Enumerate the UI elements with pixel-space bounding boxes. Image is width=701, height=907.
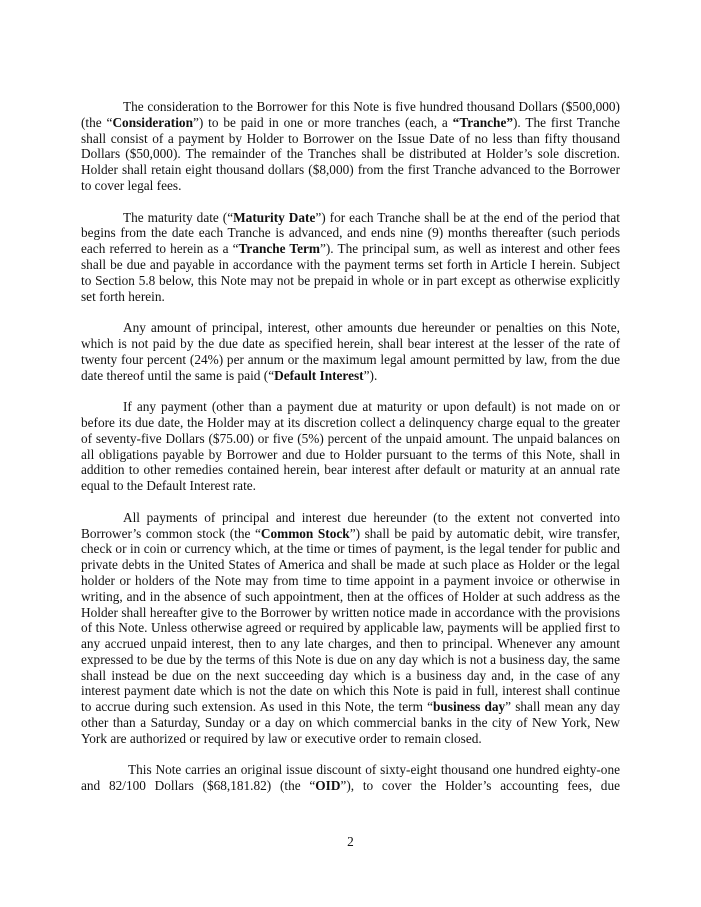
defined-term: Consideration [112,114,193,130]
text: All payments of principal and interest due hereunder (to the extent not converted into Borrower’s common stock (the “ [81,509,620,541]
text: ”) shall be paid by automatic debit, wire transfer, check or in coin or currency which, at the time or times of payment, is the legal tender for public and private debts in the United States of America and shall be made at such place as Holder or the legal holder or holders of the Note may from time to time appoint in a payment invoice or otherwise in writing, and in the absence of such appointment, then at the offices of Holder at such address as the Holder shall hereafter give to the Borrower by written notice made in accordance with the provisions of this Note. Unless otherwise agreed or required by applicable law, payments will be applied first to any accrued unpaid interest, then to any late charges, and then to principal. Whenever any amount expressed to be due by the terms of this Note is due on any day which is not a business day, the same shall instead be due on the next succeeding day which is a business day and, in the case of any interest payment date which is not the date on which this Note is paid in full, interest shall continue to accrue during such extension. As used in this Note, the term “ [81,525,620,715]
paragraph-delinquency-charge [81,399,620,494]
defined-term: business day [432,699,506,715]
paragraph-default-interest [81,320,620,383]
paragraph-oid [81,762,620,794]
defined-term: “Tranche” [452,114,513,130]
defined-term: OID [315,778,341,794]
text: ”) for each Tranche shall be at the end of the period that begins from the date each Tranche is advanced, and ends nine (9) months thereafter (such periods each referred to herein as a “ [81,209,620,257]
paragraph-payments [81,510,620,747]
paragraph-consideration [81,99,620,194]
text: ” shall mean any day other than a Saturday, Sunday or a day on which commercial banks in the city of New York, New York are authorized or required by law or executive order to remain closed. [81,699,621,746]
text: ”). [363,367,378,383]
defined-term: Default Interest [274,367,364,383]
text: This Note carries an original issue discount of sixty-eight thousand one hundred eighty-one and 82/100 Dollars ($68,181.82) (the “ [81,762,620,794]
text: ”). The principal sum, as well as interest and other fees shall be due and payable in accordance with the payment terms set forth in Article I herein. Subject to Section 5.8 below, this Note may not be prepaid in whole or in part except as otherwise explicitly set forth herein. [81,241,621,304]
text: ”) to be paid in one or more tranches (each, a [192,114,453,130]
paragraph-maturity-date [81,210,620,305]
text: The consideration to the Borrower for this Note is five hundred thousand Dollars ($500,000) (the “ [81,99,620,130]
text: The maturity date (“ [123,209,234,225]
page-number: 2 [347,834,354,849]
defined-term: Tranche Term [238,241,320,257]
text: If any payment (other than a payment due at maturity or upon default) is not made on or before its due date, the Holder may at its discretion collect a delinquency charge equal to the greater of seventy-five Dollars ($75.00) or five (5%) percent of the unpaid amount. The unpaid balances on all obligations payable by Borrower and due to Holder pursuant to the terms of this Note, shall in addition to other remedies contained herein, bear interest after default or maturity at an annual rate equal to the Default Interest rate. [81,399,620,494]
defined-term: Common Stock [260,525,350,541]
defined-term: Maturity Date [233,209,316,225]
text: ). The first Tranche shall consist of a payment by Holder to Borrower on the Issue Date of no less than fifty thousand Dollars ($50,000). The remainder of the Tranches shall be distributed at Holder’s sole discretion. Holder shall retain eight thousand dollars ($8,000) from the first Tranche advanced to the Borrower to cover legal fees. [81,114,620,193]
text: ”), to cover the Holder’s accounting fees, due [340,778,620,794]
document-page [81,99,620,810]
text: Any amount of principal, interest, other amounts due hereunder or penalties on this Note, which is not paid by the due date as specified herein, shall bear interest at the lesser of the rate of twenty four percent (24%) per annum or the maximum legal amount permitted by law, from the due date thereof until the same is paid (“ [81,320,620,383]
